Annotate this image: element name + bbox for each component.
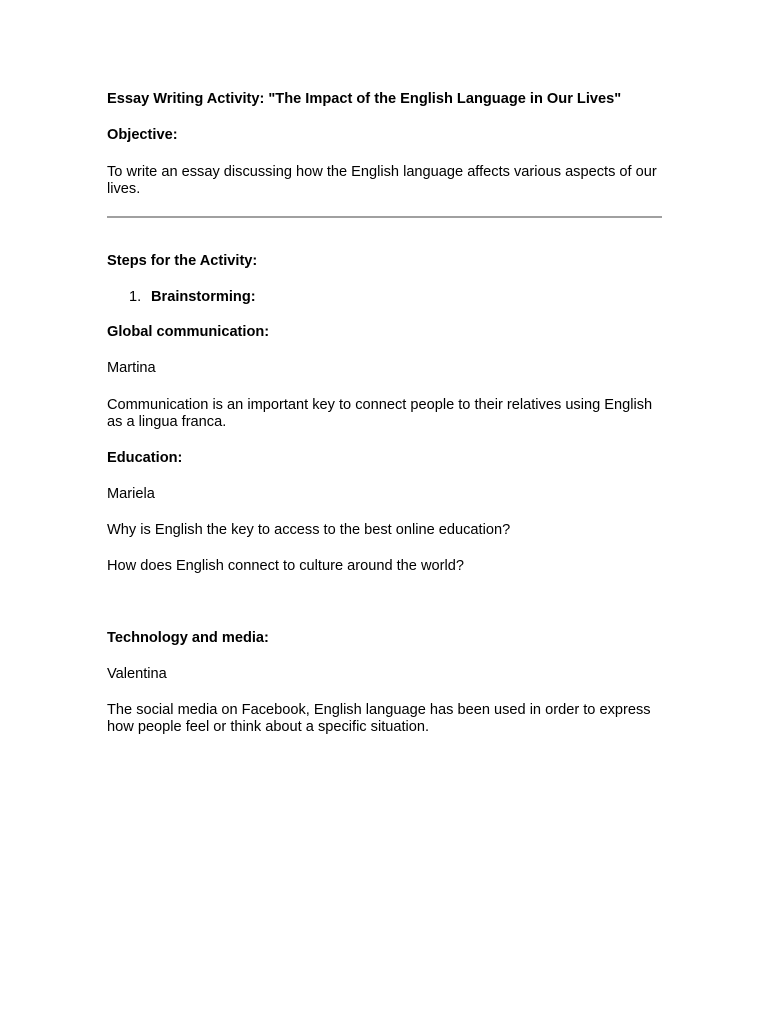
- objective-text: To write an essay discussing how the English language affects various aspects of our lives.: [107, 164, 657, 197]
- steps-heading: Steps for the Activity:: [107, 253, 258, 269]
- section-paragraph: How does English connect to culture around the world?: [107, 558, 464, 574]
- section-author-martina: Martina: [107, 360, 156, 376]
- horizontal-rule: [107, 216, 662, 218]
- document-title: Essay Writing Activity: "The Impact of the English Language in Our Lives": [107, 91, 622, 107]
- section-author-valentina: Valentina: [107, 666, 167, 682]
- section-paragraph: The social media on Facebook, English language has been used in order to express how people feel or think about a specific situation.: [107, 702, 651, 735]
- list-item-label: Brainstorming:: [151, 289, 256, 305]
- list-item-number: 1.: [129, 289, 142, 305]
- section-author-mariela: Mariela: [107, 486, 155, 502]
- section-heading-technology-and-media: Technology and media:: [107, 630, 269, 646]
- steps-list-item: [129, 289, 256, 306]
- section-paragraph: Why is English the key to access to the best online education?: [107, 522, 511, 538]
- section-heading-global-communication: Global communication:: [107, 324, 270, 340]
- objective-heading: Objective:: [107, 127, 178, 143]
- section-paragraph: Communication is an important key to connect people to their relatives using English as a lingua franca.: [107, 397, 653, 430]
- section-heading-education: Education:: [107, 450, 183, 466]
